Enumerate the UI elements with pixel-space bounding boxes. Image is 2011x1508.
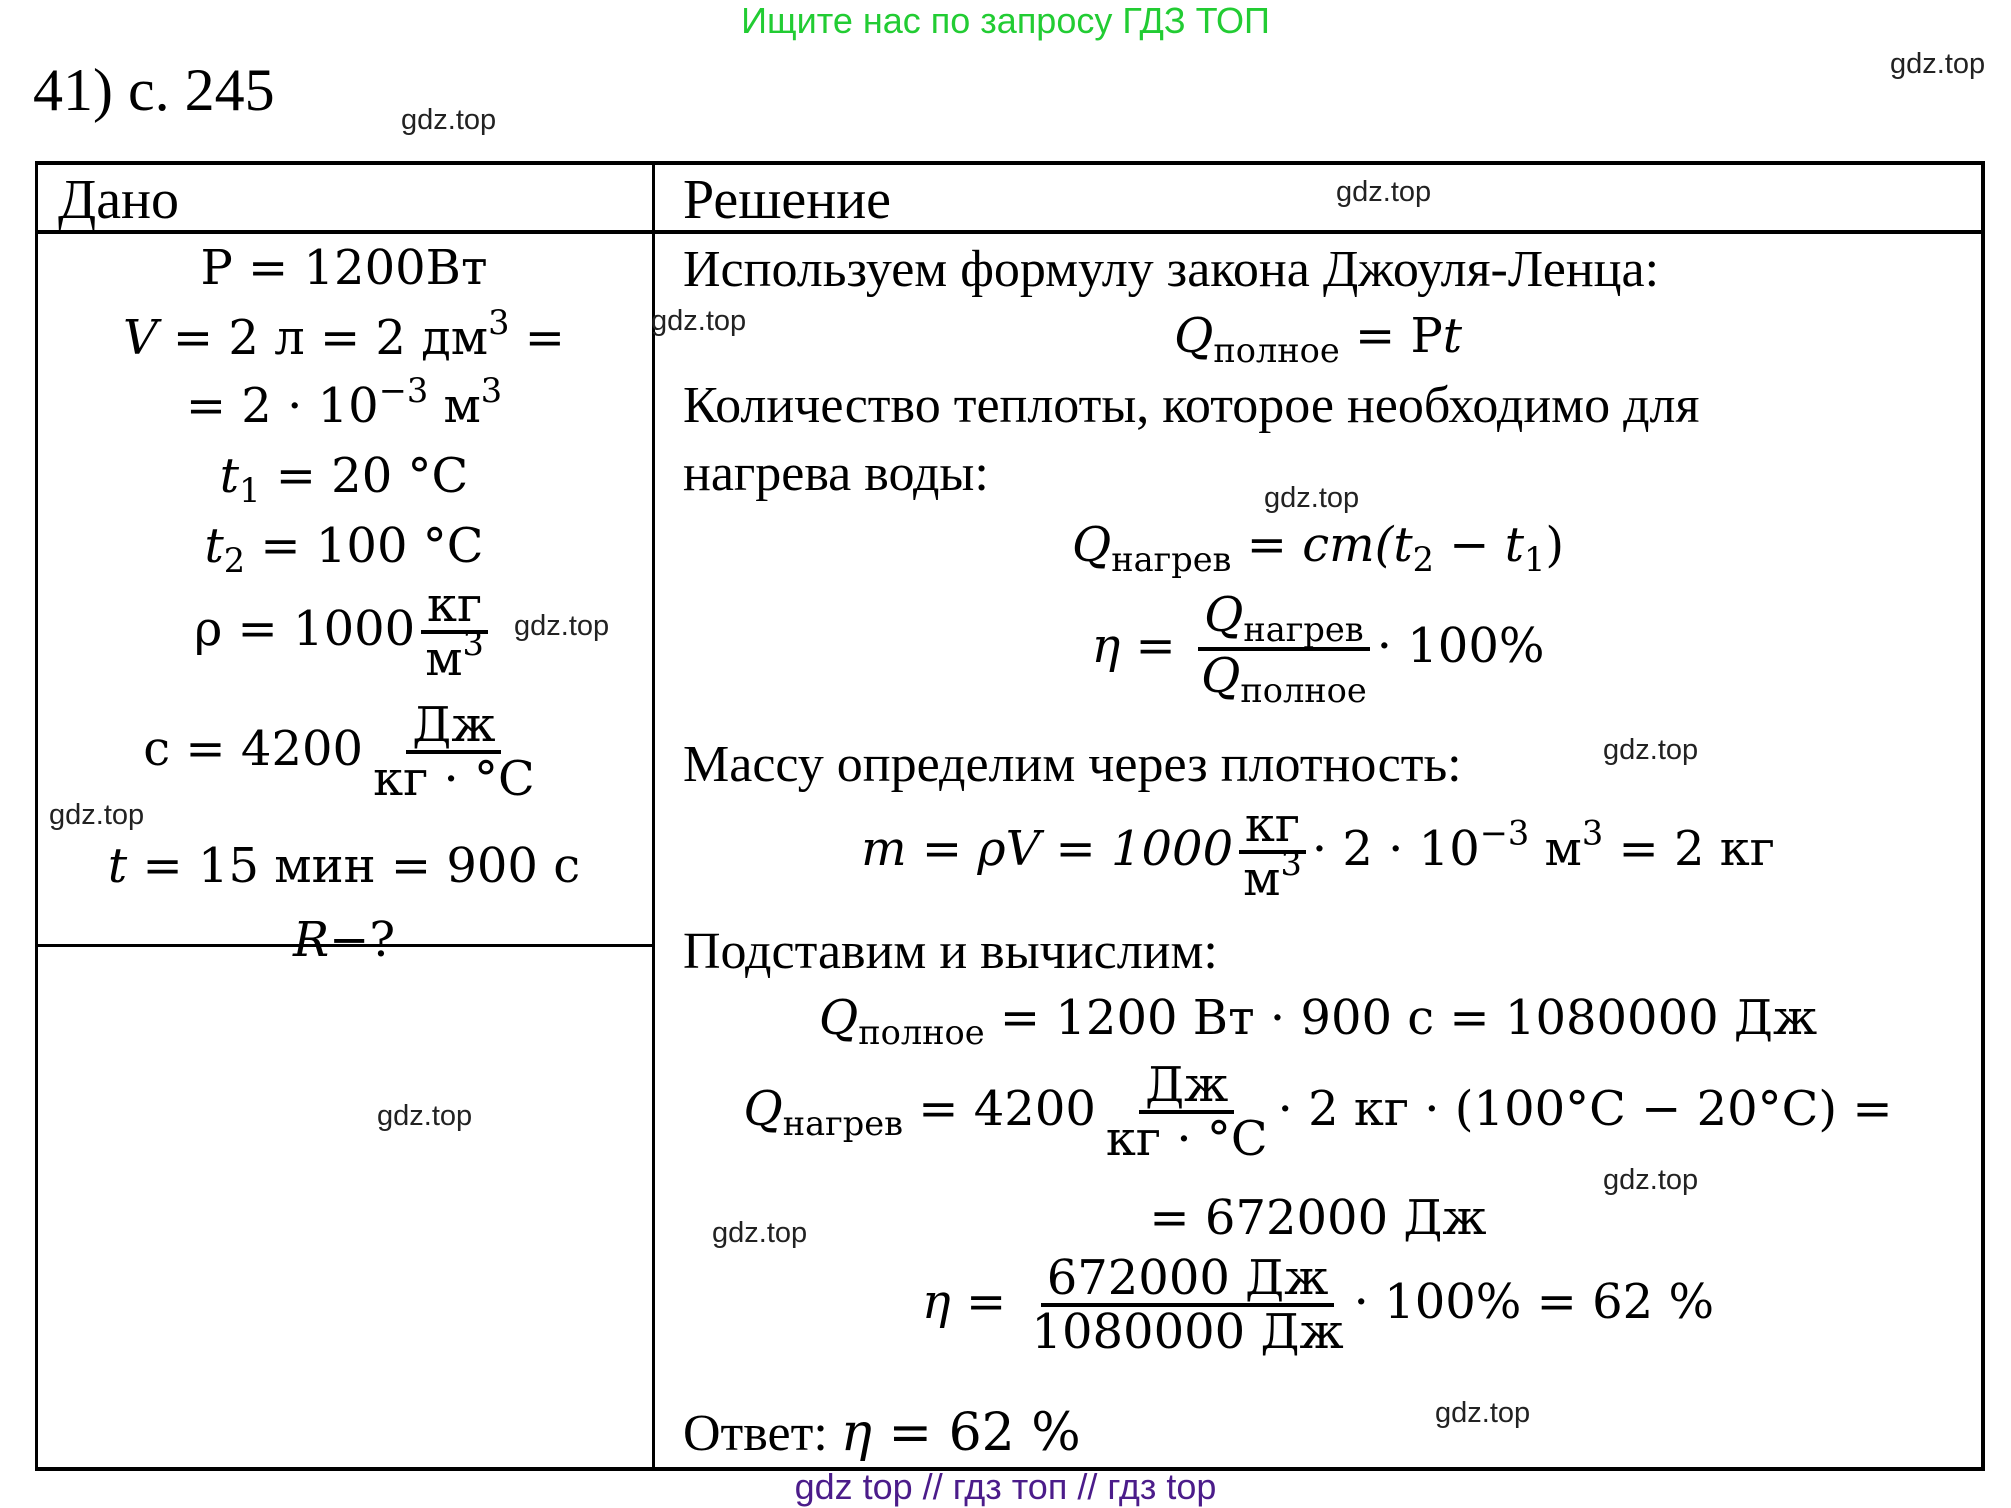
watermark: gdz.top bbox=[1603, 1164, 1699, 1196]
var-V: V bbox=[123, 310, 158, 366]
var-t: t bbox=[107, 838, 128, 894]
watermark: gdz.top bbox=[1264, 482, 1360, 514]
given-t2 bbox=[37, 518, 651, 580]
watermark: gdz.top bbox=[49, 799, 145, 831]
var-t: t bbox=[204, 518, 224, 574]
answer bbox=[683, 1403, 1081, 1463]
efficiency-fraction: $\frac{Q_{нагрев}}{Q_{полное}}$ bbox=[1195, 590, 1373, 709]
unit: м bbox=[428, 378, 481, 434]
given-t1 bbox=[37, 448, 651, 510]
watermark: gdz.top bbox=[1435, 1397, 1531, 1429]
given-power bbox=[37, 240, 651, 296]
header-solution: Решение bbox=[683, 169, 892, 231]
watermark: gdz.top bbox=[377, 1100, 473, 1132]
answer-label: Ответ: bbox=[683, 1405, 841, 1462]
given-heat-capacity bbox=[37, 697, 651, 808]
formula-q-heat: $Q_{нагрев} = cm(t_2 - t_1)$ bbox=[1071, 517, 1565, 580]
given-power-text: P = 1200Вт bbox=[200, 240, 488, 296]
problem-number: 41) с. 245 bbox=[33, 57, 275, 123]
table-border-right bbox=[1981, 161, 1985, 1471]
sub: 2 bbox=[223, 541, 246, 581]
solution-line-1: Используем формулу закона Джоуля-Ленца: bbox=[683, 241, 1660, 298]
watermark: gdz.top bbox=[712, 1217, 808, 1249]
find-quantity bbox=[37, 912, 651, 968]
t2-rhs: = 100 °C bbox=[245, 518, 484, 574]
denominator: кг · °C bbox=[373, 751, 535, 808]
volume-rhs: = 2 л = 2 дм bbox=[157, 310, 489, 366]
table-header-divider bbox=[35, 230, 1985, 234]
volume-tail: = bbox=[509, 310, 565, 366]
density-lhs: ρ = 1000 bbox=[194, 600, 416, 657]
given-volume-si bbox=[37, 370, 651, 434]
solution-line-3: Массу определим через плотность: bbox=[683, 736, 1462, 793]
formula-efficiency: η = $\frac{Q_{нагрев}}{Q_{полное}}$ · 100% bbox=[1091, 587, 1545, 711]
watermark: gdz.top bbox=[514, 610, 610, 642]
var-R: R bbox=[292, 912, 330, 968]
formula-q-full-calc: $Q_{полное} = 1200$ Вт · 900 с = 1080000 Дж bbox=[818, 990, 1818, 1053]
answer-value: = 62 % bbox=[871, 1403, 1081, 1463]
sub: 1 bbox=[239, 471, 261, 511]
heat-calc-fraction: $\frac{Дж}{кг \cdot ^\circ C}$ bbox=[1105, 1057, 1268, 1168]
watermark: gdz.top bbox=[401, 104, 497, 136]
formula-efficiency-calc: η = $\frac{672000 Дж}{1080000 Дж}$ · 100% = 62 % bbox=[921, 1250, 1715, 1361]
efficiency-calc-fraction: $\frac{672000 Дж}{1080000 Дж}$ bbox=[1031, 1250, 1344, 1361]
time-rhs: = 15 мин = 900 с bbox=[127, 838, 581, 894]
solution-line-2a: Количество теплоты, которое необходимо для bbox=[683, 377, 1700, 434]
solution-line-2b: нагрева воды: bbox=[683, 445, 989, 502]
var-t: t bbox=[219, 448, 240, 504]
answer-eta: η bbox=[840, 1403, 872, 1463]
table-border-top bbox=[35, 161, 1985, 165]
capacity-fraction bbox=[367, 697, 541, 808]
mass-fraction: $\frac{кг}{м^3}$ bbox=[1237, 800, 1308, 905]
capacity-lhs: c = 4200 bbox=[143, 720, 364, 777]
find-rhs: −? bbox=[329, 912, 396, 968]
footer-banner: gdz top // гдз топ // гдз top bbox=[794, 1466, 1217, 1507]
numerator: Дж bbox=[406, 700, 501, 754]
volume-si-value: = 2 · 10 bbox=[185, 378, 379, 434]
given-time bbox=[37, 838, 651, 894]
solution-line-4: Подставим и вычислим: bbox=[683, 923, 1218, 980]
formula-q-full: $Q_{полное} = Pt$ bbox=[1173, 308, 1463, 371]
watermark: gdz.top bbox=[1603, 734, 1699, 766]
exp: −3 bbox=[378, 370, 429, 410]
t1-rhs: = 20 °C bbox=[260, 448, 469, 504]
promo-banner: Ищите нас по запросу ГДЗ ТОП bbox=[741, 0, 1270, 41]
watermark: gdz.top bbox=[651, 305, 747, 337]
formula-mass: m = ρV = 1000 $\frac{кг}{м^3}$ · $2 \cdot 10^{-3}$ $м^3 = 2$ кг bbox=[861, 797, 1775, 908]
given-volume bbox=[37, 302, 651, 366]
watermark: gdz.top bbox=[1890, 48, 1986, 80]
formula-q-heat-calc: $Q_{нагрев} = 4200$ $\frac{Дж}{кг \cdot ^\circ C}$ · 2 кг · (100°C − 20°C) = bbox=[743, 1057, 1893, 1168]
exp: 3 bbox=[480, 370, 503, 410]
watermark: gdz.top bbox=[1336, 176, 1432, 208]
exp: 3 bbox=[488, 302, 510, 342]
denominator: $м^3$ bbox=[425, 624, 484, 688]
density-fraction bbox=[419, 577, 490, 688]
formula-q-heat-result: = 672000 Дж bbox=[1149, 1190, 1487, 1246]
numerator: кг bbox=[421, 580, 488, 634]
header-given: Дано bbox=[58, 169, 180, 231]
